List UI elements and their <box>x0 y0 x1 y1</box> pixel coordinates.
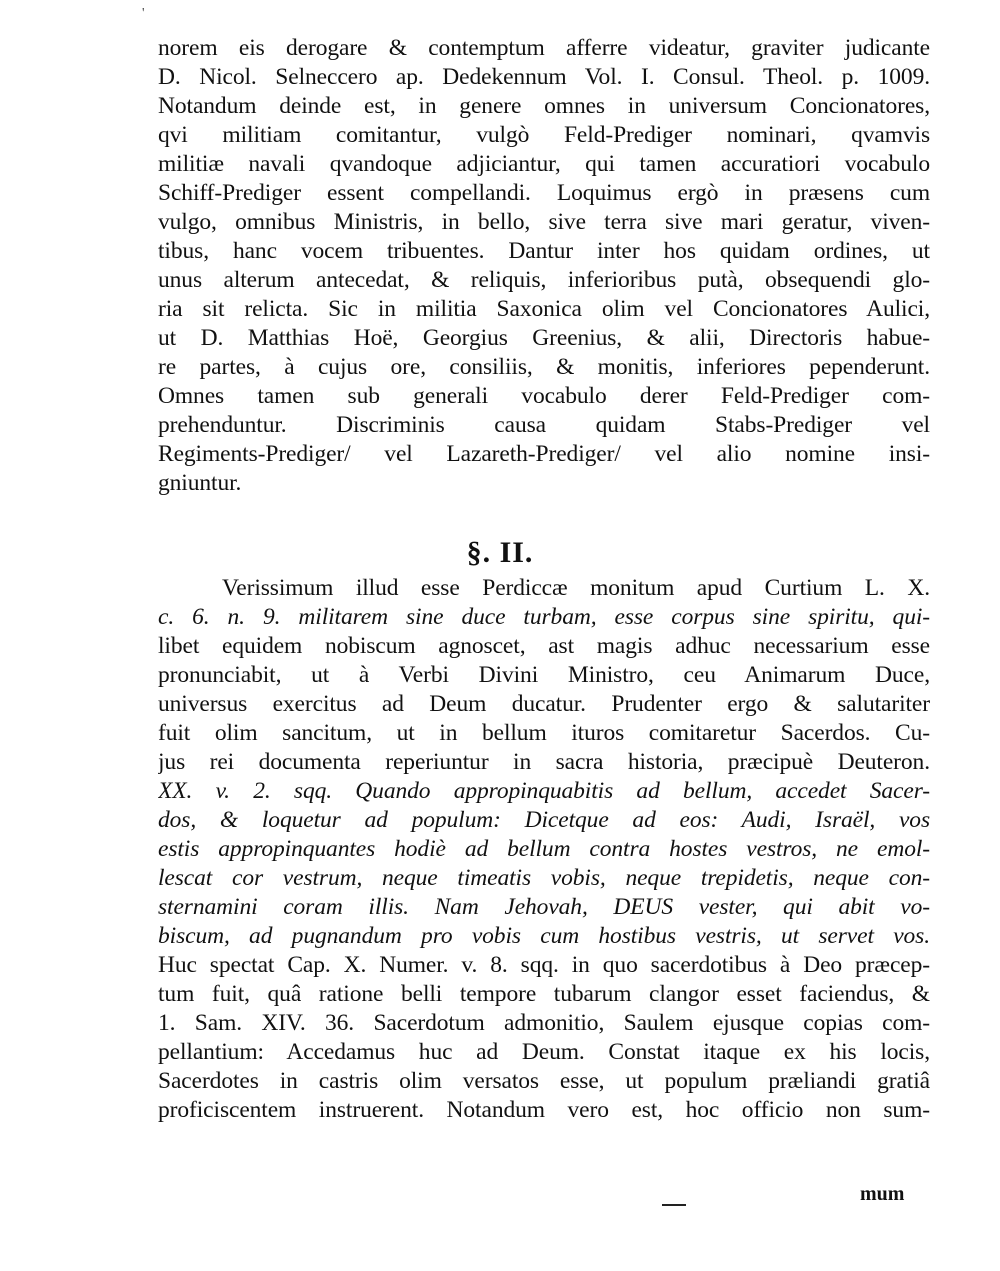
text-line: Huc spectat Cap. X. Numer. v. 8. sqq. in quo sacerdotibus à Deo præcep- <box>158 952 930 978</box>
text-line: 1. Sam. XIV. 36. Sacerdotum admonitio, Saulem ejusque copias com- <box>158 1010 930 1036</box>
margin-mark: ' <box>142 6 145 21</box>
text-line: Regiments-Prediger/ vel Lazareth-Prediger/ vel alio nomine insi- <box>158 441 930 467</box>
text-line: Sacerdotes in castris olim versatos esse, ut populum præliandi gratiâ <box>158 1068 930 1094</box>
text-line: c. 6. n. 9. militarem sine duce turbam, esse corpus sine spiritu, qui- <box>158 604 930 630</box>
text-line: estis appropinquantes hodiè ad bellum contra hostes vestros, ne emol- <box>158 836 930 862</box>
paragraph-1 <box>158 34 930 498</box>
text-line: jus rei documenta reperiuntur in sacra historia, præcipuè Deuteron. <box>158 749 930 775</box>
text-line: gniuntur. <box>158 470 242 496</box>
text-line: sternamini coram illis. Nam Jehovah, DEUS vester, qui abit vo- <box>158 894 930 920</box>
text-line: ut D. Matthias Hoë, Georgius Greenius, & alii, Directoris habue- <box>158 325 930 351</box>
text-line: pronunciabit, ut à Verbi Divini Ministro, ceu Animarum Duce, <box>158 662 930 688</box>
text-line: ria sit relicta. Sic in militia Saxonica olim vel Concionatores Aulici, <box>158 296 930 322</box>
text-line: libet equidem nobiscum agnoscet, ast magis adhuc necessarium esse <box>158 633 930 659</box>
text-line: fuit olim sancitum, ut in bellum ituros comitaretur Sacerdos. Cu- <box>158 720 930 746</box>
text-line: proficiscentem instruerent. Notandum vero est, hoc officio non sum- <box>158 1097 930 1123</box>
text-line: Notandum deinde est, in genere omnes in universum Concionatores, <box>158 93 930 119</box>
text-line: unus alterum antecedat, & reliquis, inferioribus putà, obsequendi glo- <box>158 267 930 293</box>
text-line: dos, & loquetur ad populum: Dicetque ad eos: Audi, Israël, vos <box>158 807 930 833</box>
text-line: qvi militiam comitantur, vulgò Feld-Prediger nominari, qvamvis <box>158 122 930 148</box>
text-line: biscum, ad pugnandum pro vobis cum hostibus vestris, ut servet vos. <box>158 923 930 949</box>
text-line: vulgo, omnibus Ministris, in bello, sive terra sive mari geratur, viven- <box>158 209 930 235</box>
text-line: pellantium: Accedamus huc ad Deum. Constat itaque ex his locis, <box>158 1039 930 1065</box>
text-line: D. Nicol. Selneccero ap. Dedekennum Vol. I. Consul. Theol. p. 1009. <box>158 64 930 90</box>
catchword: mum <box>860 1183 905 1205</box>
footer-dash <box>662 1204 686 1206</box>
text-line: XX. v. 2. sqq. Quando appropinquabitis ad bellum, accedet Sacer- <box>158 778 930 804</box>
text-line: re partes, à cujus ore, consiliis, & monitis, inferiores pependerunt. <box>158 354 930 380</box>
text-line: universus exercitus ad Deum ducatur. Prudenter ergo & salutariter <box>158 691 930 717</box>
text-line: Omnes tamen sub generali vocabulo derer Feld-Prediger com- <box>158 383 930 409</box>
text-line: lescat cor vestrum, neque timeatis vobis, neque trepidetis, neque con- <box>158 865 930 891</box>
text-line: tum fuit, quâ ratione belli tempore tubarum clangor esset faciendus, & <box>158 981 930 1007</box>
section-heading: §. II. <box>466 536 534 569</box>
text-line: tibus, hanc vocem tribuentes. Dantur inter hos quidam ordines, ut <box>158 238 930 264</box>
text-line: militiæ navali qvandoque adjiciantur, qui tamen accuratiori vocabulo <box>158 151 930 177</box>
paragraph-2 <box>158 574 930 1125</box>
text-line: Schiff-Prediger essent compellandi. Loquimus ergò in præsens cum <box>158 180 930 206</box>
text-line: Verissimum illud esse Perdiccæ monitum apud Curtium L. X. <box>222 575 930 601</box>
text-line: prehenduntur. Discriminis causa quidam Stabs-Prediger vel <box>158 412 930 438</box>
text-line: norem eis derogare & contemptum afferre videatur, graviter judicante <box>158 35 930 61</box>
